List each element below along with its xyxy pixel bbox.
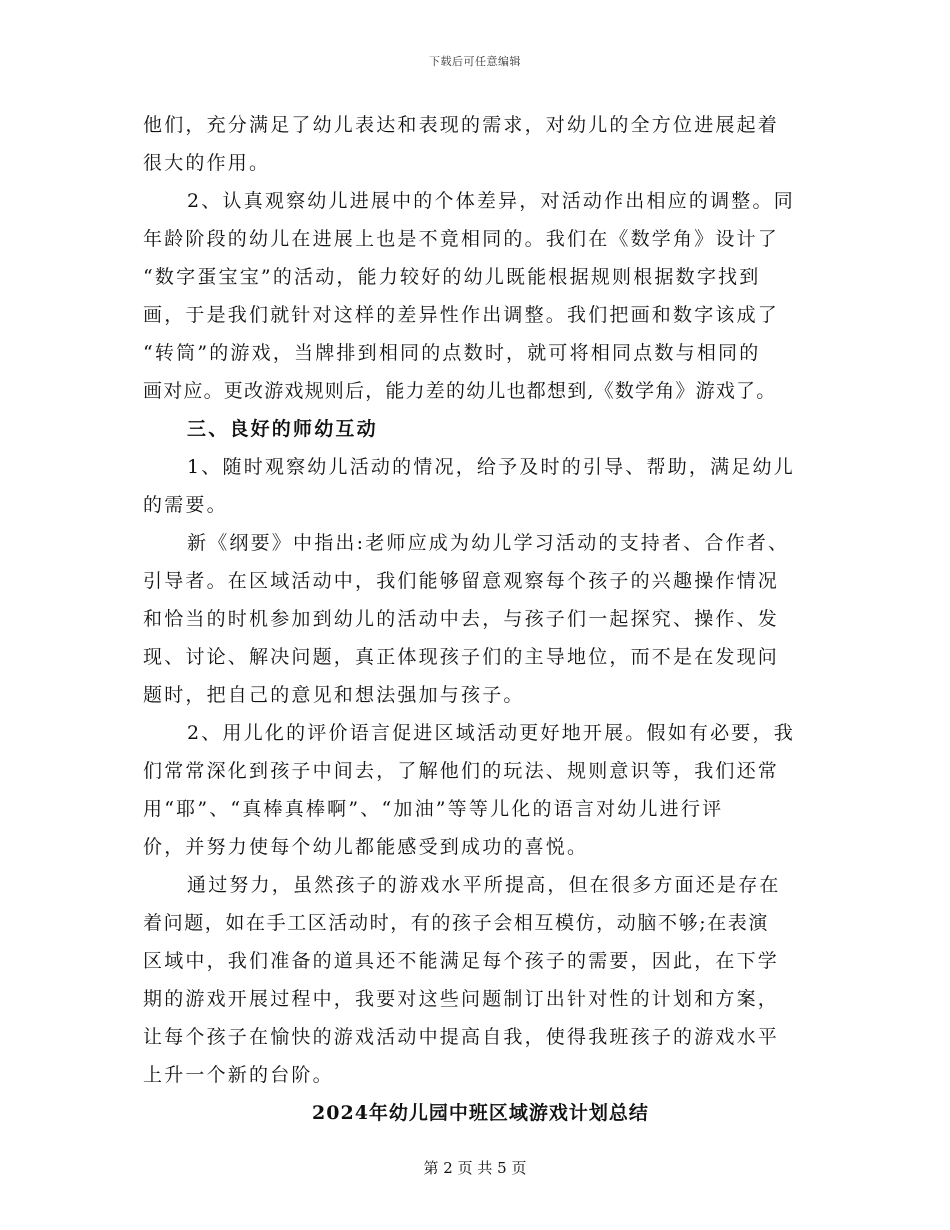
paragraph-line: 2、用儿化的评价语言促进区域活动更好地开展。假如有必要，我 [187, 722, 795, 744]
paragraph-line: 的需要。 [143, 494, 228, 516]
paragraph-line: 题时，把自己的意见和想法强加与孩子。 [143, 684, 525, 706]
paragraph-line: 现、讨论、解决问题，真正体现孩子们的主导地位，而不是在发现问 [143, 646, 780, 668]
paragraph-line: 着问题，如在手工区活动时，有的孩子会相互模仿，动脑不够;在表演 [143, 912, 770, 934]
paragraph-line: 画对应。更改游戏规则后，能力差的幼儿也都想到,《数学角》游戏了。 [143, 380, 777, 402]
header-note: 下载后可任意编辑 [429, 55, 521, 68]
paragraph-line: 价，并努力使每个幼儿都能感受到成功的喜悦。 [143, 836, 589, 858]
paragraph-line: 他们，充分满足了幼儿表达和表现的需求，对幼儿的全方位进展起着 [143, 114, 780, 136]
paragraph-line: 区域中，我们准备的道具还不能满足每个孩子的需要，因此，在下学 [143, 950, 780, 972]
paragraph-line: 新《纲要》中指出:老师应成为幼儿学习活动的支持者、合作者、 [187, 532, 790, 554]
paragraph-line: 年龄阶段的幼儿在进展上也是不竟相同的。我们在《数学角》设计了 [143, 228, 780, 250]
paragraph-line: 2、认真观察幼儿进展中的个体差异，对活动作出相应的调整。同 [187, 190, 795, 212]
paragraph-line: 画，于是我们就针对这样的差异性作出调整。我们把画和数字该成了 [143, 304, 780, 326]
paragraph-line: 1、随时观察幼儿活动的情况，给予及时的引导、帮助，满足幼儿 [187, 456, 795, 478]
section-heading: 三、良好的师幼互动 [187, 418, 378, 440]
next-document-title: 2024年幼儿园中班区域游戏计划总结 [312, 1102, 649, 1124]
paragraph-line: 引导者。在区域活动中，我们能够留意观察每个孩子的兴趣操作情况 [143, 570, 780, 592]
paragraph-line: 们常常深化到孩子中间去，了解他们的玩法、规则意识等，我们还常 [143, 760, 780, 782]
paragraph-line: 很大的作用。 [143, 152, 271, 174]
paragraph-line: 上升一个新的台阶。 [143, 1064, 334, 1086]
page-number: 第 2 页 共 5 页 [423, 1159, 527, 1177]
paragraph-line: “转筒”的游戏，当牌排到相同的点数时，就可将相同点数与相同的 [143, 342, 761, 364]
paragraph-line: 让每个孩子在愉快的游戏活动中提高自我，使得我班孩子的游戏水平 [143, 1026, 780, 1048]
paragraph-line: 通过努力，虽然孩子的游戏水平所提高，但在很多方面还是存在 [187, 874, 781, 896]
document-body [143, 106, 818, 1132]
paragraph-line: “数字蛋宝宝”的活动，能力较好的幼儿既能根据规则根据数字找到 [143, 266, 761, 288]
paragraph-line: 期的游戏开展过程中，我要对这些问题制订出针对性的计划和方案， [143, 988, 780, 1010]
paragraph-line: 和恰当的时机参加到幼儿的活动中去，与孩子们一起探究、操作、发 [143, 608, 780, 630]
paragraph-line: 用“耶”、“真棒真棒啊”、“加油”等等儿化的语言对幼儿进行评 [143, 798, 724, 820]
